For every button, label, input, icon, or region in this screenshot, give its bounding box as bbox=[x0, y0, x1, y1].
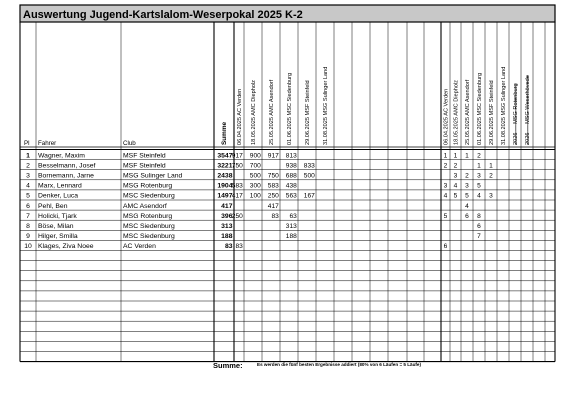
row-driver-name: Holicki, Tjark bbox=[38, 212, 77, 220]
row-event-points: 313 bbox=[285, 223, 297, 230]
row-event-points: 563 bbox=[285, 192, 297, 200]
row-club: MSF Steinfeld bbox=[123, 162, 166, 170]
row-event-points: 417 bbox=[267, 202, 279, 210]
row-event-place: 1 bbox=[453, 152, 458, 160]
row-place: 1 bbox=[26, 152, 30, 160]
row-driver-name: Besselmann, Josef bbox=[38, 162, 96, 170]
row-event-points: 63 bbox=[289, 212, 297, 220]
row-summe: 83 bbox=[224, 243, 233, 251]
row-place: 7 bbox=[26, 212, 30, 220]
row-event-points: 917 bbox=[231, 152, 243, 160]
row-club: MSC Siedenburg bbox=[123, 233, 175, 241]
row-club: MSG Rotenburg bbox=[123, 212, 173, 220]
header-event-points: 06.04.2025 AC Verden bbox=[237, 88, 244, 145]
header-event-places: 2026 — MSG Weserhövede bbox=[525, 75, 532, 145]
row-event-points: 917 bbox=[267, 152, 279, 160]
row-event-place: 4 bbox=[453, 182, 458, 190]
header-pl: Pl bbox=[24, 140, 30, 147]
row-club: MSC Siedenburg bbox=[123, 223, 175, 230]
row-event-points: 750 bbox=[267, 172, 279, 180]
summe-footer-label: Summe: bbox=[213, 361, 243, 370]
row-event-place: 2 bbox=[489, 172, 493, 180]
row-club: AC Verden bbox=[123, 243, 156, 251]
footer-note: Es werden die fünf besten Ergebnisse addiert (80% von 6 Läufen = 5 Läufe) bbox=[257, 362, 422, 367]
header-event-points: 25.05.2025 AMC Asendorf bbox=[269, 79, 276, 145]
row-event-place: 3 bbox=[489, 192, 493, 200]
row-summe: 2438 bbox=[217, 172, 233, 180]
row-club: AMC Asendorf bbox=[123, 202, 167, 210]
header-event-places: 25.05.2025 AMC Asendorf bbox=[465, 79, 472, 145]
row-club: MSF Steinfeld bbox=[123, 152, 166, 160]
row-event-points: 438 bbox=[285, 182, 297, 190]
row-event-points: 83 bbox=[235, 243, 243, 251]
row-event-place: 1 bbox=[489, 162, 493, 170]
row-event-place: 2 bbox=[477, 152, 481, 160]
row-place: 4 bbox=[26, 182, 30, 190]
row-summe: 396 bbox=[221, 212, 233, 220]
row-event-points: 833 bbox=[303, 162, 315, 170]
row-event-points: 938 bbox=[285, 162, 297, 170]
row-event-points: 300 bbox=[249, 182, 261, 190]
row-event-place: 8 bbox=[477, 212, 481, 220]
row-event-points: 583 bbox=[231, 182, 243, 190]
row-event-points: 688 bbox=[285, 172, 297, 180]
row-place: 9 bbox=[26, 233, 30, 241]
header-event-places: 29.06.2025 MSF Steinfeld bbox=[489, 80, 496, 145]
row-event-place: 5 bbox=[443, 212, 448, 220]
row-event-points: 100 bbox=[249, 192, 261, 200]
header-event-places: 01.06.2025 MSC Siedenburg bbox=[477, 72, 484, 145]
row-event-place: 1 bbox=[477, 162, 481, 170]
row-event-place: 4 bbox=[477, 192, 481, 200]
row-place: 8 bbox=[26, 223, 30, 230]
row-summe: 1904 bbox=[217, 182, 233, 190]
header-event-places: 18.05.2025 AMC Diepholz bbox=[453, 80, 460, 145]
row-event-points: 813 bbox=[285, 152, 297, 160]
row-event-points: 188 bbox=[285, 233, 297, 241]
row-club: MSG Sulinger Land bbox=[123, 172, 183, 180]
row-event-place: 3 bbox=[443, 182, 448, 190]
row-event-place: 2 bbox=[443, 162, 448, 170]
row-event-place: 6 bbox=[465, 212, 469, 220]
row-event-points: 250 bbox=[231, 212, 243, 220]
header-event-points: 31.08.2025 MSG Sulinger Land bbox=[323, 66, 330, 145]
row-event-place: 2 bbox=[465, 172, 469, 180]
row-event-points: 700 bbox=[249, 162, 261, 170]
row-place: 3 bbox=[26, 172, 30, 180]
row-driver-name: Marx, Lennard bbox=[38, 182, 82, 190]
row-event-points: 167 bbox=[303, 192, 315, 200]
row-place: 5 bbox=[26, 192, 30, 200]
row-event-points: 83 bbox=[271, 212, 279, 220]
row-summe: 3221 bbox=[217, 162, 233, 170]
row-summe: 188 bbox=[221, 233, 233, 241]
header-event-points: 18.05.2025 AMC Diepholz bbox=[251, 79, 258, 145]
header-club: Club bbox=[123, 140, 136, 147]
row-event-points: 250 bbox=[267, 192, 279, 200]
row-summe: 1497 bbox=[217, 192, 233, 200]
row-summe: 417 bbox=[221, 202, 233, 210]
row-event-place: 5 bbox=[477, 182, 481, 190]
row-driver-name: Hilger, Smilla bbox=[38, 233, 78, 241]
row-place: 10 bbox=[24, 243, 32, 251]
row-event-place: 5 bbox=[453, 192, 458, 200]
row-event-place: 1 bbox=[443, 152, 448, 160]
row-summe: 313 bbox=[221, 223, 233, 230]
row-event-points: 417 bbox=[231, 192, 243, 200]
row-summe: 3547 bbox=[217, 152, 233, 160]
row-place: 6 bbox=[26, 202, 30, 210]
header-event-places: 31.08.2025 MSG Sulinger Land bbox=[501, 66, 508, 145]
row-event-points: 750 bbox=[231, 162, 243, 170]
header-event-points: 29.06.2025 MSF Steinfeld bbox=[305, 80, 312, 145]
row-event-place: 4 bbox=[465, 202, 469, 210]
header-event-places: 06.04.2025 AC Verden bbox=[443, 88, 450, 145]
header-event-points: 01.06.2025 MSC Siedenburg bbox=[287, 72, 294, 145]
row-driver-name: Bornemann, Jarne bbox=[38, 172, 94, 180]
row-event-points: 500 bbox=[303, 172, 315, 180]
row-driver-name: Klages, Ziva Noee bbox=[38, 243, 94, 251]
row-driver-name: Wagner, Maxim bbox=[38, 152, 85, 160]
row-event-points: 583 bbox=[267, 182, 279, 190]
row-club: MSC Siedenburg bbox=[123, 192, 175, 200]
row-event-place: 7 bbox=[477, 233, 481, 241]
row-event-place: 6 bbox=[443, 243, 448, 251]
header-summe: Summe bbox=[221, 121, 228, 145]
row-place: 2 bbox=[26, 162, 30, 170]
row-driver-name: Böse, Milan bbox=[38, 223, 74, 230]
row-event-place: 3 bbox=[465, 182, 469, 190]
row-club: MSG Rotenburg bbox=[123, 182, 173, 190]
sheet-title: Auswertung Jugend-Kartslalom-Weserpokal 2025 K-2 bbox=[23, 9, 303, 21]
row-event-place: 4 bbox=[443, 192, 448, 200]
row-driver-name: Pehl, Ben bbox=[38, 202, 68, 210]
row-event-place: 5 bbox=[465, 192, 469, 200]
row-driver-name: Denker, Luca bbox=[38, 192, 79, 200]
row-event-points: 900 bbox=[249, 152, 261, 160]
row-event-place: 3 bbox=[453, 172, 458, 180]
row-event-place: 2 bbox=[453, 162, 458, 170]
row-event-place: 6 bbox=[477, 223, 481, 230]
row-event-place: 3 bbox=[477, 172, 481, 180]
header-event-places: 2026 — MSG Rotenburg bbox=[513, 83, 520, 145]
row-event-place: 1 bbox=[465, 152, 469, 160]
header-fahrer: Fahrer bbox=[38, 140, 57, 147]
row-event-points: 500 bbox=[249, 172, 261, 180]
